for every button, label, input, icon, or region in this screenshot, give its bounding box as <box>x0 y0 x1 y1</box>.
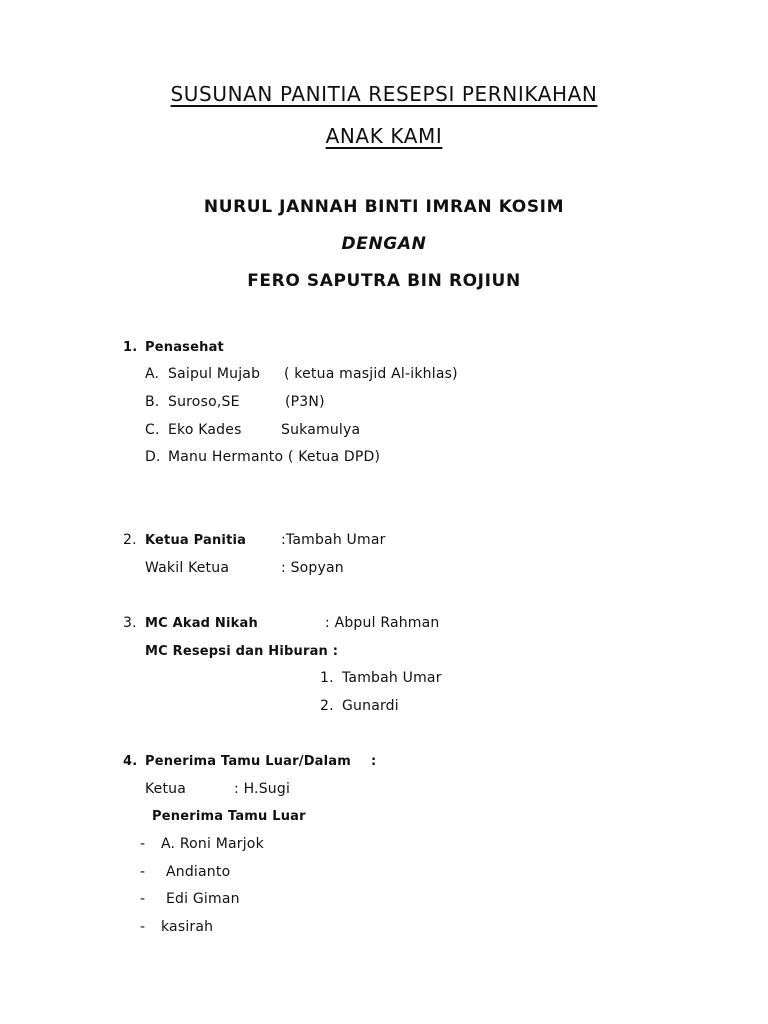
member-dash: - <box>140 891 146 907</box>
bride-name: NURUL JANNAH BINTI IMRAN KOSIM <box>203 197 565 217</box>
advisor-letter: B. <box>145 394 160 410</box>
member-name: kasirah <box>161 919 214 935</box>
groom-name: FERO SAPUTRA BIN ROJIUN <box>247 271 521 291</box>
section-4-title: Penerima Tamu Luar/Dalam <box>145 754 352 769</box>
committee-chair-value: :Tambah Umar <box>281 532 386 548</box>
advisor-letter: C. <box>145 422 160 438</box>
section-1-number: 1. <box>123 340 138 355</box>
section-4-colon: : <box>371 754 377 769</box>
advisor-name: Suroso,SE <box>168 394 240 410</box>
mc-resepsi-name: Gunardi <box>342 698 399 714</box>
section-4-number: 4. <box>123 754 138 769</box>
mc-resepsi-number: 1. <box>320 670 334 686</box>
mc-resepsi-label: MC Resepsi dan Hiburan : <box>145 644 339 659</box>
member-dash: - <box>140 836 146 852</box>
section-1-title: Penasehat <box>145 340 224 355</box>
advisor-note: Sukamulya <box>281 422 361 438</box>
document-subtitle: ANAK KAMI <box>325 124 443 148</box>
member-name: Edi Giman <box>166 891 240 907</box>
mc-resepsi-number: 2. <box>320 698 334 714</box>
conjunction-text: DENGAN <box>341 234 427 254</box>
reception-subtitle: Penerima Tamu Luar <box>152 809 306 824</box>
document-title: SUSUNAN PANITIA RESEPSI PERNIKAHAN <box>170 82 598 106</box>
advisor-note: ( ketua masjid Al-ikhlas) <box>284 366 458 382</box>
advisor-letter: A. <box>145 366 160 382</box>
mc-akad-label: MC Akad Nikah <box>145 616 258 631</box>
reception-chief-value: : H.Sugi <box>234 781 291 797</box>
mc-resepsi-name: Tambah Umar <box>342 670 442 686</box>
vice-chair-value: : Sopyan <box>281 560 344 576</box>
member-name: Andianto <box>166 864 231 880</box>
committee-chair-label: Ketua Panitia <box>145 533 247 548</box>
advisor-letter: D. <box>145 449 161 465</box>
section-2-number: 2. <box>123 532 137 548</box>
mc-akad-value: : Abpul Rahman <box>325 615 440 631</box>
advisor-name: Eko Kades <box>168 422 242 438</box>
advisor-note: (P3N) <box>285 394 325 410</box>
member-dash: - <box>140 919 146 935</box>
member-name: A. Roni Marjok <box>161 836 264 852</box>
member-dash: - <box>140 864 146 880</box>
section-3-number: 3. <box>123 615 137 631</box>
advisor-name: Saipul Mujab <box>168 366 261 382</box>
reception-chief-label: Ketua <box>145 781 187 797</box>
vice-chair-label: Wakil Ketua <box>145 560 230 576</box>
advisor-name: Manu Hermanto ( Ketua DPD) <box>168 449 381 465</box>
